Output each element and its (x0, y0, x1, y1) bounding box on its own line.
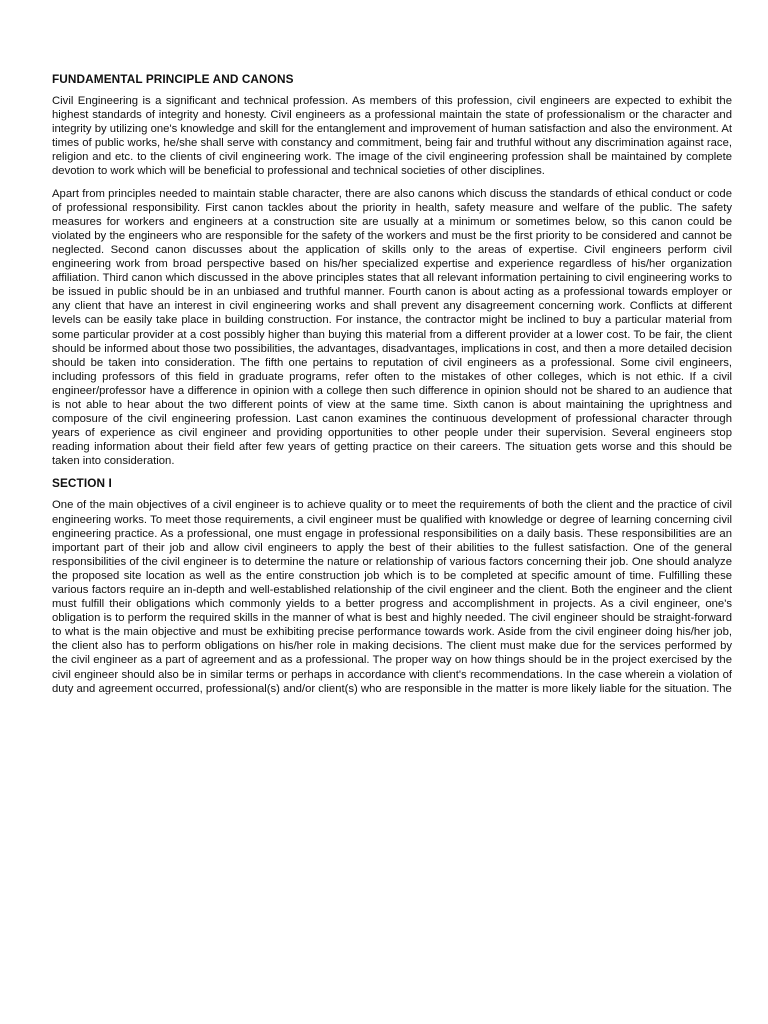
document-page (52, 72, 732, 704)
paragraph-section-i: One of the main objectives of a civil engineer is to achieve quality or to meet the requirements of both the client and the practice of civil engineering works. To meet those requirements, a civil engineer must be qualified with knowledge or degree of learning concerning civil engineering practice. As a professional, one must engage in professional responsibilities on a daily basis. These responsibilities are an important part of their job and allow civil engineers to apply the best of their abilities to the fullest satisfaction. One of the general responsibilities of the civil engineer is to determine the nature or relationship of various factors concerning their job. One should analyze the proposed site location as well as the entire construction job which is to be completed at specific amount of time. Fulfilling these various factors require an in-depth and well-established relationship of the civil engineer and the client. Both the engineer and the client must fulfill their obligations which commonly yields to a better progress and accomplishment in projects. As a civil engineer, one's obligation is to perform the required skills in the manner of what is best and highly needed. The civil engineer should be straight-forward to what is the main objective and must be exhibiting precise performance towards work. Aside from the civil engineer doing his/her job, the client also has to perform obligations on his/her role in making decisions. The client must make due for the services performed by the civil engineer as a part of agreement and as a professional. The proper way on how things should be in the project exercised by the civil engineer should also be in similar terms or perhaps in accordance with client's recommendations. In the case wherein a violation of duty and agreement occurred, professional(s) and/or client(s) who are responsible in the matter is more likely liable for the situation. The (52, 499, 732, 695)
paragraph-canons: Apart from principles needed to maintain stable character, there are also canons which discuss the standards of ethical conduct or code of professional responsibility. First canon tackles about the priority in health, safety measure and welfare of the public. The safety measures for workers and engineers at a construction site are usually at a minimum or sometimes below, so this canon could be violated by the engineers who are responsible for the safety of the workers and must be the first priority to be considered and cannot be neglected. Second canon discusses about the application of skills only to the areas of expertise. Civil engineers perform civil engineering work from broad perspective based on his/her specialized expertise and experience regardless of his/her organization affiliation. Third canon which discussed in the above principles states that all relevant information pertaining to civil engineering works to be issued in public should be in an unbiased and truthful manner. Fourth canon is about acting as a professional towards employer or any client that have an interest in civil engineering works and shall prevent any disagreement concerning work. Conflicts at different levels can be easily take place in building construction. For instance, the contractor might be inclined to buy a particular material from some particular provider at a cost possibly higher than buying this material from a different provider at a lower cost. To be fair, the client should be informed about those two possibilities, the advantages, disadvantages, implications in cost, and then a more detailed decision should be taken into consideration. The fifth one pertains to reputation of civil engineers as a professional. Some civil engineers, including professors of this field in graduate programs, refer often to the mistakes of other colleges, which is not ethic. If a civil engineer/professor have a difference in opinion with a college then such difference in opinion should not be shared to an audience that is not able to hear about the two different points of view at the same time. Sixth canon is about maintaining the uprightness and composure of the civil engineering profession. Last canon examines the continuous development of professional character through years of experience as civil engineer and providing opportunities to other people under their supervision. Several engineers stop reading information about their field after few years of getting practice on their careers. The situation gets worse and this should be taken into consideration. (52, 187, 732, 468)
section-heading-fundamental: FUNDAMENTAL PRINCIPLE AND CANONS (52, 72, 294, 86)
paragraph-principles: Civil Engineering is a significant and technical profession. As members of this profession, civil engineers are expected to exhibit the highest standards of integrity and honesty. Civil engineers as a professional maintain the state of professionalism or the character and integrity by utilizing one's knowledge and skill for the entanglement and improvement of human satisfaction and also the environment. At times of public works, he/she shall serve with constancy and commitment, being fair and truthful without any discrimination against race, religion and etc. to the clients of civil engineering work. The image of the civil engineering profession shall be maintained by complete devotion to work which will be beneficial to professional and technical societies of other disciplines. (52, 95, 732, 178)
section-heading-section-i: SECTION I (52, 476, 112, 491)
